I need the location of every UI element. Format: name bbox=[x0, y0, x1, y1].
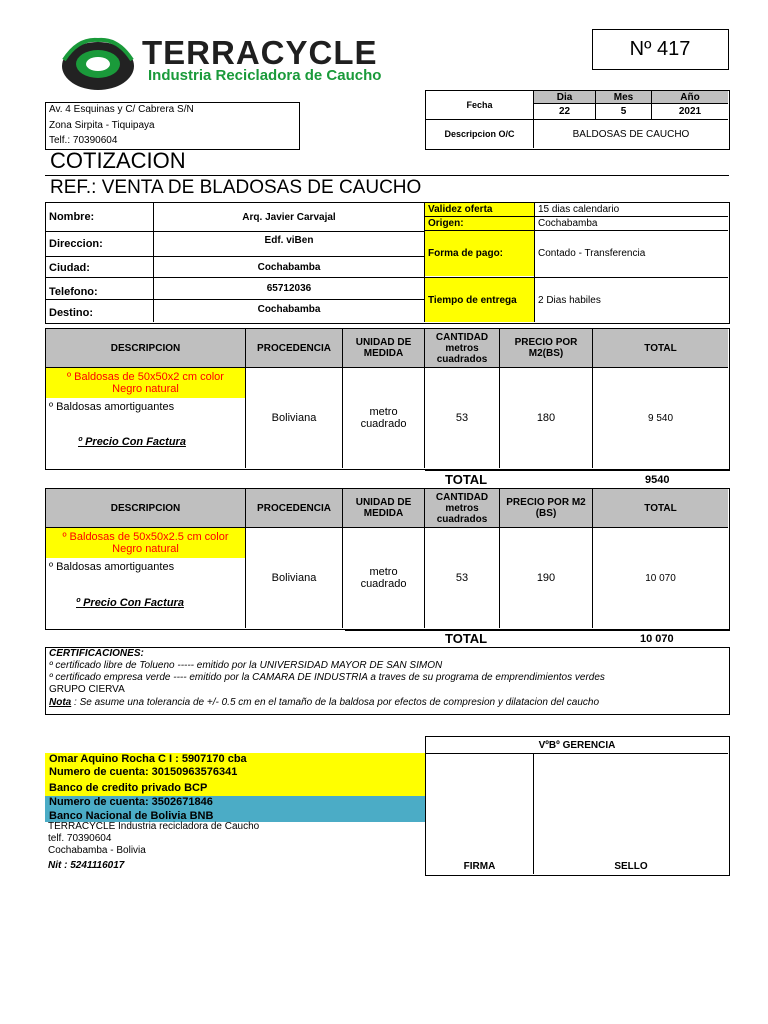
address-line-1: Av. 4 Esquinas y C/ Cabrera S/N bbox=[49, 104, 194, 115]
destino-value: Cochabamba bbox=[257, 303, 321, 315]
nota-text: : Se asume una tolerancia de +/- 0.5 cm en el tamaño de la baldosa por efectos de compresion y dilatacion del caucho bbox=[71, 697, 600, 708]
company-logo bbox=[58, 34, 140, 92]
t1-header-procedencia: PROCEDENCIA bbox=[246, 329, 342, 367]
entrega-label: Tiempo de entrega bbox=[425, 278, 534, 322]
bank-line-1: Omar Aquino Rocha C I : 5907170 cba bbox=[45, 753, 425, 767]
entrega-value: 2 Dias habiles bbox=[538, 294, 601, 306]
t1-header-unidad: UNIDAD DE MEDIDA bbox=[343, 329, 424, 367]
nombre-label: Nombre: bbox=[49, 211, 95, 223]
t2-total-label: TOTAL bbox=[445, 631, 488, 646]
t1-total: 9 540 bbox=[647, 412, 674, 424]
page-title: COTIZACION bbox=[50, 148, 186, 173]
cert-line-1: º certificado libre de Tolueno ----- emitido por la UNIVERSIDAD MAYOR DE SAN SIMON bbox=[49, 660, 443, 671]
company-tagline: Industria Recicladora de Caucho bbox=[148, 67, 382, 84]
t1-item-line2: º Baldosas amortiguantes bbox=[49, 401, 175, 413]
items-table-2 bbox=[45, 488, 730, 630]
t2-unidad: metro cuadrado bbox=[360, 566, 407, 590]
t2-item-line2: º Baldosas amortiguantes bbox=[49, 561, 175, 573]
t1-header-cantidad: CANTIDAD metros cuadrados bbox=[425, 329, 499, 367]
t2-precio: 190 bbox=[536, 572, 556, 584]
t2-total: 10 070 bbox=[645, 572, 676, 584]
origen-value: Cochabamba bbox=[538, 218, 598, 229]
direccion-label: Direccion: bbox=[49, 238, 103, 250]
fecha-label: Fecha bbox=[466, 100, 493, 110]
cert-title: CERTIFICACIONES: bbox=[49, 648, 144, 659]
t1-header-total: TOTAL bbox=[593, 329, 728, 367]
t1-header-precio: PRECIO POR M2(BS) bbox=[500, 329, 592, 367]
t1-grand-total: 9540 bbox=[645, 474, 670, 486]
mes-label: Mes bbox=[596, 91, 651, 103]
t2-header-total: TOTAL bbox=[593, 489, 728, 527]
ciudad-label: Ciudad: bbox=[49, 262, 90, 274]
direccion-value: Edf. viBen bbox=[264, 234, 314, 246]
cert-nota bbox=[49, 697, 599, 708]
validez-value: 15 dias calendario bbox=[538, 204, 620, 215]
client-box bbox=[45, 202, 730, 324]
t1-header-descripcion: DESCRIPCION bbox=[46, 329, 245, 367]
address-line-2: Zona Sirpita - Tiquipaya bbox=[49, 120, 155, 131]
t2-header-precio: PRECIO POR M2 (BS) bbox=[500, 489, 592, 527]
footer-line-2: telf. 70390604 bbox=[48, 833, 112, 844]
validez-label: Validez oferta bbox=[425, 203, 534, 216]
ano-label: Año bbox=[652, 91, 728, 103]
items-table-1 bbox=[45, 328, 730, 470]
address-box bbox=[45, 102, 300, 150]
footer-line-3: Cochabamba - Bolivia bbox=[48, 845, 146, 856]
bank-line-3: Banco de credito privado BCP bbox=[45, 780, 425, 796]
t2-header-procedencia: PROCEDENCIA bbox=[246, 489, 342, 527]
cert-line-2: º certificado empresa verde ---- emitido por la CAMARA DE INDUSTRIA a traves de su programa de emprendimientos verdes bbox=[49, 672, 605, 683]
t1-unidad: metro cuadrado bbox=[360, 406, 407, 430]
nota-label: Nota bbox=[49, 697, 72, 708]
t1-item-line3: º Precio Con Factura bbox=[78, 436, 186, 448]
nit: Nit : 5241116017 bbox=[48, 860, 125, 871]
pago-label: Forma de pago: bbox=[425, 231, 534, 276]
descripcion-oc-label: Descripcion O/C bbox=[444, 129, 515, 139]
t2-header-descripcion: DESCRIPCION bbox=[46, 489, 245, 527]
mes-value: 5 bbox=[620, 106, 627, 117]
ano-value: 2021 bbox=[678, 106, 702, 117]
address-line-3: Telf.: 70390604 bbox=[49, 135, 118, 146]
t1-item-description: º Baldosas de 50x50x2 cm color Negro natural bbox=[46, 368, 245, 398]
nombre-value: Arq. Javier Carvajal bbox=[242, 211, 336, 223]
t2-cantidad: 53 bbox=[455, 572, 469, 584]
approval-title: VºBº GERENCIA bbox=[538, 739, 616, 751]
bank-line-5: Banco Nacional de Bolivia BNB bbox=[45, 810, 425, 822]
dia-value: 22 bbox=[558, 106, 571, 117]
dia-label: Dia bbox=[534, 91, 595, 103]
bank-line-4: Numero de cuenta: 3502671846 bbox=[45, 796, 425, 810]
telefono-label: Telefono: bbox=[49, 286, 98, 298]
descripcion-oc-value: BALDOSAS DE CAUCHO bbox=[572, 128, 690, 140]
doc-number: Nº 417 bbox=[629, 37, 691, 60]
t2-procedencia: Boliviana bbox=[271, 572, 317, 584]
t2-item-line3: º Precio Con Factura bbox=[76, 597, 184, 609]
telefono-value: 65712036 bbox=[266, 282, 312, 294]
doc-number-box bbox=[592, 29, 729, 70]
recycle-tire-icon bbox=[58, 34, 140, 92]
t1-procedencia: Boliviana bbox=[271, 412, 317, 424]
origen-label: Origen: bbox=[425, 217, 534, 230]
t2-grand-total: 10 070 bbox=[640, 633, 674, 645]
sello-label: SELLO bbox=[614, 860, 648, 872]
bank-line-2: Numero de cuenta: 30150963576341 bbox=[45, 766, 425, 780]
destino-label: Destino: bbox=[49, 306, 93, 319]
approval-box bbox=[425, 736, 730, 876]
t1-cantidad: 53 bbox=[455, 412, 469, 424]
fecha-box bbox=[425, 90, 730, 150]
t2-header-cantidad: CANTIDAD metros cuadrados bbox=[425, 489, 499, 527]
footer-line-1: TERRACYCLE Industria recicladora de Caucho bbox=[48, 821, 260, 832]
certificaciones-box bbox=[45, 647, 730, 715]
company-name: TERRACYCLE bbox=[142, 34, 378, 71]
firma-label: FIRMA bbox=[463, 860, 496, 872]
t1-total-label: TOTAL bbox=[445, 472, 488, 487]
ciudad-value: Cochabamba bbox=[257, 261, 321, 273]
t2-item-description: º Baldosas de 50x50x2.5 cm color Negro natural bbox=[46, 528, 245, 558]
pago-value: Contado - Transferencia bbox=[538, 248, 646, 259]
cert-line-3: GRUPO CIERVA bbox=[49, 684, 125, 695]
reference: REF.: VENTA DE BLADOSAS DE CAUCHO bbox=[50, 177, 422, 198]
t2-header-unidad: UNIDAD DE MEDIDA bbox=[343, 489, 424, 527]
t1-precio: 180 bbox=[536, 412, 556, 424]
